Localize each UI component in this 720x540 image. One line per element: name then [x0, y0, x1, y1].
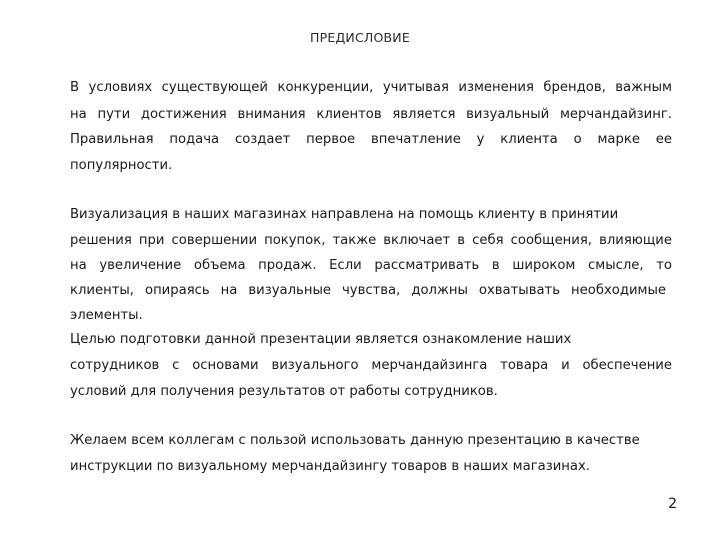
text-line: Визуализация в наших магазинах направлена на помощь клиенту в принятии: [70, 207, 619, 222]
text-line: сотрудников с основами визуального мерчандайзинга товара и обеспечение: [70, 358, 672, 373]
text-line: клиенты, опираясь на визуальные чувства, должны охватывать необходимые: [70, 283, 666, 298]
text-line: инструкции по визуальному мерчандайзингу товаров в наших магазинах.: [70, 459, 590, 474]
text-line: В условиях существующей конкуренции, учитывая изменения брендов, важным: [70, 80, 672, 95]
text-line: элементы.: [70, 308, 143, 323]
text-line: решения при совершении покупок, также включает в себя сообщения, влияющие: [70, 233, 672, 248]
page-title: ПРЕДИСЛОВИЕ: [310, 30, 410, 45]
text-line: на увеличение объема продаж. Если рассматривать в широком смысле, то: [70, 258, 672, 273]
text-line: популярности.: [70, 158, 173, 173]
text-line: Правильная подача создает первое впечатление у клиента о марке ее: [70, 132, 672, 147]
text-line: условий для получения результатов от работы сотрудников.: [70, 384, 498, 399]
text-line: Желаем всем коллегам с пользой использовать данную презентацию в качестве: [70, 433, 640, 448]
page-number: 2: [668, 496, 677, 512]
text-line: на пути достижения внимания клиентов является визуальный мерчандайзинг.: [70, 107, 672, 122]
text-line: Целью подготовки данной презентации является ознакомление наших: [70, 332, 572, 347]
